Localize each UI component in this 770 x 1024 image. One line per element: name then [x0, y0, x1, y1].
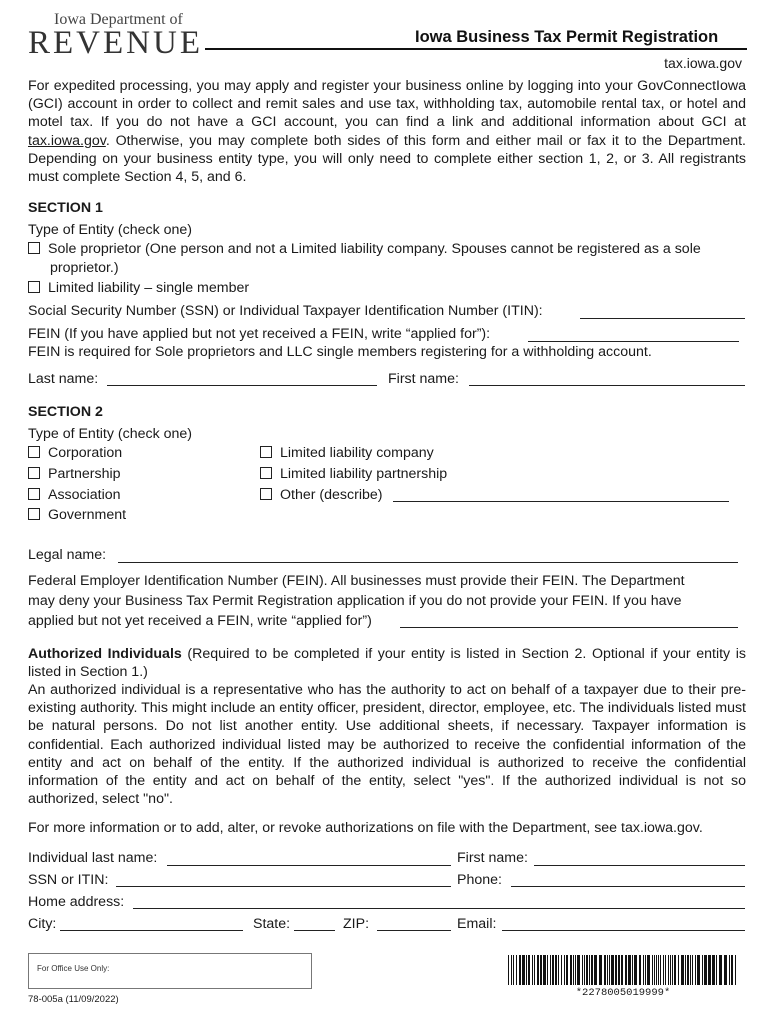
individual-first-name-field[interactable]	[534, 865, 745, 866]
option-label: Other (describe)	[280, 487, 383, 503]
barcode-bar	[532, 955, 533, 985]
agency-name-line1: Iowa Department of	[54, 11, 183, 28]
barcode-bar	[643, 955, 644, 985]
barcode-bar	[716, 955, 717, 985]
barcode-bar	[570, 955, 572, 985]
barcode-bar	[674, 955, 676, 985]
barcode-bar	[513, 955, 514, 985]
checkbox[interactable]	[28, 508, 40, 520]
section2-option-llc[interactable]	[260, 444, 434, 462]
title-rule	[205, 48, 747, 50]
intro-paragraph	[28, 77, 746, 186]
agency-logo	[28, 11, 203, 61]
barcode-bar	[634, 955, 637, 985]
barcode-bar	[522, 955, 525, 985]
barcode-bar	[573, 955, 574, 985]
authorized-heading: Authorized Individuals	[28, 646, 182, 662]
option-label: Corporation	[48, 445, 123, 461]
barcode-bar	[663, 955, 664, 985]
barcode-bar	[519, 955, 521, 985]
barcode-bar	[599, 955, 602, 985]
phone-label: Phone:	[457, 872, 502, 888]
section2-fein-field[interactable]	[400, 627, 738, 628]
option-label: Limited liability – single member	[48, 280, 250, 296]
barcode-bar	[550, 955, 551, 985]
checkbox[interactable]	[28, 467, 40, 479]
office-use-label: For Office Use Only:	[37, 964, 110, 973]
barcode-bar	[555, 955, 557, 985]
ssn-itin-field[interactable]	[116, 886, 451, 887]
barcode-bar	[656, 955, 657, 985]
form-number: 78-005a (11/09/2022)	[28, 994, 119, 1005]
individual-last-name-label: Individual last name:	[28, 850, 158, 866]
section2-fein-text-2: may deny your Business Tax Permit Registration application if you do not provide your FEIN. If you have	[28, 593, 682, 609]
home-address-field[interactable]	[133, 908, 745, 909]
state-field[interactable]	[294, 930, 335, 931]
barcode-bar	[719, 955, 722, 985]
option-label: Partnership	[48, 466, 121, 482]
barcode-bar	[735, 955, 736, 985]
city-label: City:	[28, 916, 57, 932]
barcode-bar	[566, 955, 568, 985]
section2-option-association[interactable]	[28, 486, 121, 504]
section1-option-sole[interactable]	[28, 240, 701, 258]
email-label: Email:	[457, 916, 497, 932]
barcode-bar	[731, 955, 733, 985]
barcode-bar	[660, 955, 661, 985]
section1-heading: SECTION 1	[28, 200, 103, 216]
barcode-bar	[586, 955, 588, 985]
barcode-bar	[702, 955, 703, 985]
checkbox[interactable]	[260, 467, 272, 479]
option-label: Association	[48, 487, 121, 503]
ssn-label: Social Security Number (SSN) or Individual Taxpayer Identification Number (ITIN):	[28, 303, 543, 319]
barcode-bar	[658, 955, 659, 985]
barcode-bar	[589, 955, 590, 985]
checkbox[interactable]	[28, 242, 40, 254]
option-label: Limited liability company	[280, 445, 434, 461]
fein-label: FEIN (If you have applied but not yet received a FEIN, write “applied for”):	[28, 326, 491, 342]
individual-last-name-field[interactable]	[167, 865, 451, 866]
last-name-field[interactable]	[107, 385, 377, 386]
barcode-bar	[591, 955, 593, 985]
barcode-bar	[647, 955, 650, 985]
checkbox[interactable]	[28, 488, 40, 500]
checkbox[interactable]	[260, 488, 272, 500]
barcode-bar	[558, 955, 559, 985]
barcode-bar	[639, 955, 641, 985]
section2-option-llp[interactable]	[260, 465, 447, 483]
barcode-bar	[652, 955, 653, 985]
ssn-itin-label: SSN or ITIN:	[28, 872, 109, 888]
legal-name-label: Legal name:	[28, 547, 107, 563]
barcode-bar	[708, 955, 711, 985]
individual-first-name-label: First name:	[457, 850, 528, 866]
barcode-bar	[625, 955, 627, 985]
fein-note: FEIN is required for Sole proprietors and LLC single members registering for a withholding account.	[28, 344, 652, 360]
barcode-bar	[678, 955, 679, 985]
other-describe-field[interactable]	[393, 501, 729, 502]
barcode-bar	[621, 955, 623, 985]
barcode-bar	[668, 955, 669, 985]
section2-fein-text-3: applied but not yet received a FEIN, write “applied for”)	[28, 613, 372, 629]
section2-entity-label: Type of Entity (check one)	[28, 426, 193, 442]
barcode-bar	[534, 955, 535, 985]
zip-field[interactable]	[377, 930, 451, 931]
header-website[interactable]: tax.iowa.gov	[664, 55, 742, 71]
first-name-label: First name:	[388, 371, 459, 387]
checkbox[interactable]	[28, 281, 40, 293]
barcode-bar	[670, 955, 671, 985]
barcode-bar	[577, 955, 580, 985]
more-info-text: For more information or to add, alter, or revoke authorizations on file with the Department, see tax.iowa.gov.	[28, 820, 703, 836]
authorized-heading-paragraph	[28, 645, 746, 681]
barcode-bar	[516, 955, 517, 985]
legal-name-field[interactable]	[118, 562, 738, 563]
form-title: Iowa Business Tax Permit Registration	[415, 28, 719, 46]
barcode-text: *2278005019999*	[575, 987, 671, 999]
barcode-bar	[687, 955, 689, 985]
barcode-bar	[692, 955, 693, 985]
phone-field[interactable]	[511, 886, 745, 887]
barcode-bar	[561, 955, 562, 985]
home-address-label: Home address:	[28, 894, 125, 910]
section2-option-other[interactable]	[260, 486, 383, 504]
barcode-bar	[508, 955, 509, 985]
last-name-label: Last name:	[28, 371, 99, 387]
section2-fein-text-1: Federal Employer Identification Number (FEIN). All businesses must provide their FEIN. The Department	[28, 573, 685, 589]
barcode-bar	[712, 955, 715, 985]
barcode-bar	[645, 955, 646, 985]
barcode-bar	[654, 955, 655, 985]
barcode-bar	[704, 955, 707, 985]
fein-field[interactable]	[528, 341, 739, 342]
barcode-bar	[526, 955, 527, 985]
agency-name-line2: REVENUE	[28, 25, 203, 61]
barcode-bar	[584, 955, 585, 985]
barcode-bar	[575, 955, 576, 985]
barcode-bar	[540, 955, 542, 985]
intro-link[interactable]: tax.iowa.gov	[28, 132, 106, 149]
intro-text-1: For expedited processing, you may apply and register your business online by logging into your GovConnectIowa (GCI) account in order to collect and remit sales and use tax, withholding tax, automobile rental tax, or hotel and motel tax. If you do not have a GCI account, you can find a link and additional information about GCI at	[28, 78, 746, 131]
checkbox[interactable]	[260, 446, 272, 458]
option-label: Sole proprietor (One person and not a Limited liability company. Spouses cannot be registered as a sole	[48, 241, 701, 257]
barcode-bar	[665, 955, 666, 985]
barcode-bar	[537, 955, 539, 985]
barcode-bar	[695, 955, 696, 985]
barcode-bar	[690, 955, 691, 985]
checkbox[interactable]	[28, 446, 40, 458]
section2-option-corporation[interactable]	[28, 444, 122, 462]
barcode-bar	[543, 955, 546, 985]
barcode-bar	[672, 955, 673, 985]
barcode-bar	[632, 955, 633, 985]
section1-entity-label: Type of Entity (check one)	[28, 222, 193, 238]
barcode-bar	[604, 955, 606, 985]
barcode-bar	[547, 955, 548, 985]
barcode-bar	[697, 955, 700, 985]
authorized-body: An authorized individual is a representative who has the authority to act on behalf of a taxpayer due to their pre-existing authority. This might include an entity officer, president, director, employee, etc. The individuals listed must be natural persons. Do not list another entity. Use additional sheets, if necessary. Taxpayer information is confidential. Each authorized individual listed may be authorized to receive the confidential information of the entity and act on behalf of the entity. If the authorized individual is authorized to receive the confidential information of the entity and act on behalf of the entity, select "yes". If the authorized individual is not so authorized, select "no".	[28, 682, 746, 808]
barcode-bar	[685, 955, 686, 985]
section2-heading: SECTION 2	[28, 404, 103, 420]
barcode-bar	[628, 955, 631, 985]
barcode-bar	[618, 955, 620, 985]
section2-option-government[interactable]	[28, 506, 126, 524]
section1-option-sole-cont: proprietor.)	[50, 260, 119, 276]
barcode-bar	[609, 955, 610, 985]
barcode-bar	[582, 955, 583, 985]
barcode-bar	[681, 955, 684, 985]
barcode-bar	[724, 955, 727, 985]
section2-option-partnership[interactable]	[28, 465, 121, 483]
barcode-bar	[615, 955, 617, 985]
first-name-field[interactable]	[469, 385, 745, 386]
barcode-bar	[552, 955, 554, 985]
email-field[interactable]	[502, 930, 745, 931]
barcode-bar	[511, 955, 512, 985]
barcode-bar	[607, 955, 608, 985]
state-label: State:	[253, 916, 291, 932]
option-label: Government	[48, 507, 127, 523]
barcode-bar	[611, 955, 614, 985]
ssn-field[interactable]	[580, 318, 745, 319]
barcode-image	[508, 955, 738, 985]
barcode-bar	[729, 955, 730, 985]
option-label: Limited liability partnership	[280, 466, 448, 482]
barcode-bar	[564, 955, 565, 985]
office-use-box	[28, 953, 312, 989]
section1-option-llc[interactable]	[28, 279, 249, 297]
authorized-heading-note: (Required to be completed if your entity is listed in Section 2. Optional if your entity is listed in Section 1.)	[28, 646, 746, 681]
intro-text-2: . Otherwise, you may complete both sides of this form and either mail or fax it to the Department. Depending on your business entity type, you will only need to complete either section 1, 2, or 3. All registrants must complete Section 4, 5, and 6.	[28, 132, 746, 186]
barcode-bar	[594, 955, 597, 985]
zip-label: ZIP:	[343, 916, 370, 932]
barcode-bar	[528, 955, 530, 985]
city-field[interactable]	[60, 930, 243, 931]
